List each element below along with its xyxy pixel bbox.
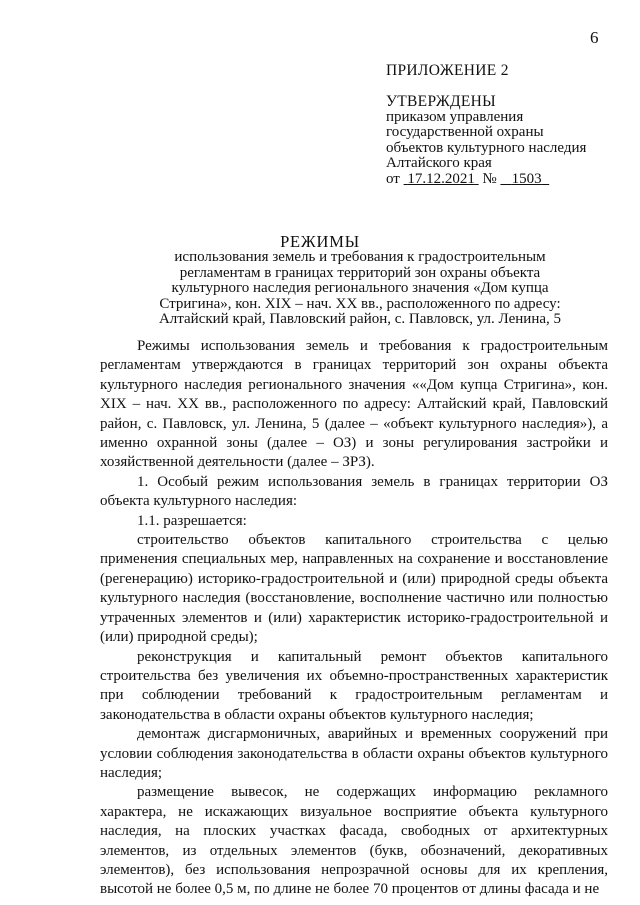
paragraph: Режимы использования земель и требования к градостроительным регламентам утверждаются в границах территорий зон охраны объекта культурного наследия регионального значения ««Дом купца Стригина», кон. XIX – нач. XX вв., расположенного по адресу: Алтайский край, Павловский район, с. Павловск, ул. Ленина, 5 (далее – «объект культурного наследия»), а именно охранной зоны (далее – ОЗ) и зоны регулирования застройки и хозяйственной деятельности (далее – ЗРЗ). [100, 338, 608, 471]
document-title: РЕЖИМЫ [280, 232, 360, 251]
approval-line: объектов культурного наследия [386, 139, 587, 156]
approval-number: 1503 [511, 170, 542, 187]
approval-line: государственной охраны [386, 124, 544, 140]
approval-date: 17.12.2021 [407, 170, 475, 187]
appendix-label: ПРИЛОЖЕНИЕ 2 [386, 62, 509, 79]
approval-date-line [386, 172, 586, 188]
paragraph: реконструкция и капитальный ремонт объектов капитального строительства без увеличения их объемно-пространственных характеристик при соблюдении требований к градостроительным регламентам и законодательства в области охраны объектов культурного наследия; [100, 648, 608, 723]
paragraph: демонтаж дисгармоничных, аварийных и временных сооружений при условии соблюдения законодательства в области охраны объектов культурного наследия; [100, 726, 608, 781]
approval-line: Алтайского края [386, 155, 492, 171]
paragraph: строительство объектов капитального строительства с целью применения специальных мер, направленных на сохранение и восстановление (регенерацию) историко-градостроительной и (или) природной среды объекта культурного наследия (восстановление, восполнение частично или полностью утраченных элементов и (или) характеристик историко-градостроительной и (или) природной среды); [100, 532, 608, 646]
document-body [100, 337, 608, 900]
paragraph: 1. Особый режим использования земель в границах территории ОЗ объекта культурного наследия: [100, 473, 608, 510]
approval-line: приказом управления [386, 108, 524, 125]
approval-block [386, 94, 586, 187]
approved-heading: УТВЕРЖДЕНЫ [386, 93, 496, 110]
paragraph: размещение вывесок, не содержащих информацию рекламного характера, не искажающих визуальное восприятие объекта культурного наследия, на плоских участках фасада, свободных от архитектурных элементов, из отдельных элементов (букв, обозначений, декоративных элементов), без использования непрозрачной основы для их крепления, высотой не более 0,5 м, по длине не более 70 процентов от длины фасада и не [100, 784, 608, 898]
document-subtitle: использования земель и требования к градостроительным регламентам в границах территорий зон охраны объекта культурного наследия регионального значения «Дом купца Стригина», кон. XIX – нач. XX вв., расположенного по адресу: Алтайский край, Павловский район, с. Павловск, ул. Ленина, 5 [158, 249, 562, 327]
paragraph: 1.1. разрешается: [137, 512, 247, 529]
number-prefix: № [482, 170, 497, 187]
date-prefix: от [386, 170, 400, 187]
page-number: 6 [590, 28, 599, 47]
